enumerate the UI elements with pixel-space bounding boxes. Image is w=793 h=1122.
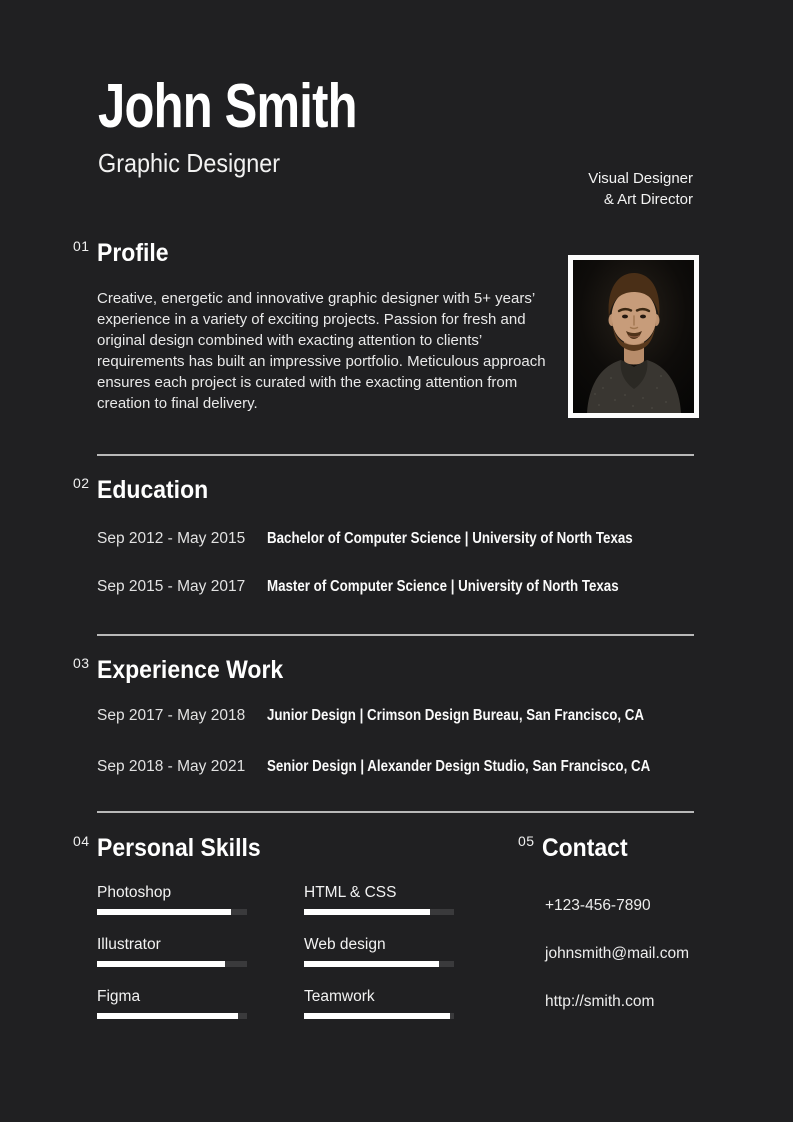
skill-item — [304, 988, 454, 1019]
section-title-contact: Contact — [541, 834, 628, 862]
section-header-skills — [73, 833, 274, 862]
section-title-experience: Experience Work — [96, 656, 283, 684]
skill-item — [304, 936, 454, 967]
section-header-contact — [518, 833, 635, 862]
section-number-education: 02 — [73, 475, 90, 491]
skill-bar-fill — [304, 909, 430, 915]
skill-label: Figma — [97, 988, 141, 1005]
skill-label: Photoshop — [97, 884, 172, 901]
contact-email: johnsmith@mail.com — [545, 945, 690, 962]
section-number-profile: 01 — [73, 238, 90, 254]
experience-list — [97, 707, 713, 776]
skill-item — [97, 884, 247, 915]
education-item — [97, 578, 692, 596]
skill-bar-fill — [304, 1013, 450, 1019]
skill-bar — [304, 1013, 454, 1019]
tagline-line-1: Visual Designer — [588, 170, 693, 187]
skill-bar — [97, 961, 247, 967]
experience-item — [97, 707, 713, 725]
education-dates: Sep 2015 - May 2017 — [97, 578, 246, 595]
experience-dates: Sep 2017 - May 2018 — [97, 707, 246, 724]
person-name: John Smith — [98, 72, 357, 141]
section-title-education: Education — [96, 476, 208, 504]
section-header-experience — [73, 655, 299, 684]
section-number-contact: 05 — [518, 833, 535, 849]
experience-detail: Senior Design | Alexander Design Studio, San Francisco, CA — [267, 758, 651, 775]
experience-item — [97, 758, 713, 776]
skill-item — [97, 988, 247, 1019]
profile-photo-frame — [568, 255, 699, 418]
section-header-education — [73, 475, 217, 504]
skill-bar — [304, 909, 454, 915]
education-item — [97, 530, 692, 548]
experience-detail: Junior Design | Crimson Design Bureau, San Francisco, CA — [267, 707, 645, 724]
tagline — [588, 168, 693, 210]
skill-label: Teamwork — [304, 988, 375, 1005]
profile-summary: Creative, energetic and innovative graphic designer with 5+ years’ experience in a variety of exciting projects. Passion for fresh and original design combined with exacting attention to clients’ requirements has built an impressive portfolio. Meticulous approach ensures each project is curated with the exacting attention from creation to final delivery. — [97, 290, 546, 412]
education-detail: Master of Computer Science | University of North Texas — [267, 578, 619, 595]
section-title-skills: Personal Skills — [96, 834, 261, 862]
skill-bar-fill — [97, 909, 231, 915]
skill-bar — [304, 961, 454, 967]
section-title-profile: Profile — [96, 239, 169, 267]
profile-photo — [573, 260, 694, 413]
skill-bar — [97, 1013, 247, 1019]
job-title: Graphic Designer — [98, 148, 281, 178]
skill-bar-fill — [97, 1013, 238, 1019]
skill-bar-fill — [97, 961, 225, 967]
divider — [97, 634, 694, 636]
section-number-skills: 04 — [73, 833, 90, 849]
contact-phone: +123-456-7890 — [545, 897, 651, 914]
skill-item — [97, 936, 247, 967]
skills-grid — [97, 884, 454, 1019]
skill-label: Web design — [304, 936, 386, 953]
divider — [97, 454, 694, 456]
contact-list — [545, 897, 689, 1011]
section-number-experience: 03 — [73, 655, 90, 671]
experience-dates: Sep 2018 - May 2021 — [97, 758, 246, 775]
education-detail: Bachelor of Computer Science | University of North Texas — [267, 530, 633, 547]
skill-item — [304, 884, 454, 915]
tagline-line-2: & Art Director — [603, 191, 693, 208]
skill-label: Illustrator — [97, 936, 161, 953]
section-header-profile — [73, 238, 174, 267]
skill-label: HTML & CSS — [304, 884, 397, 901]
divider — [97, 811, 694, 813]
education-dates: Sep 2012 - May 2015 — [97, 530, 246, 547]
contact-website: http://smith.com — [545, 993, 655, 1010]
skill-bar — [97, 909, 247, 915]
education-list — [97, 530, 692, 596]
skill-bar-fill — [304, 961, 439, 967]
